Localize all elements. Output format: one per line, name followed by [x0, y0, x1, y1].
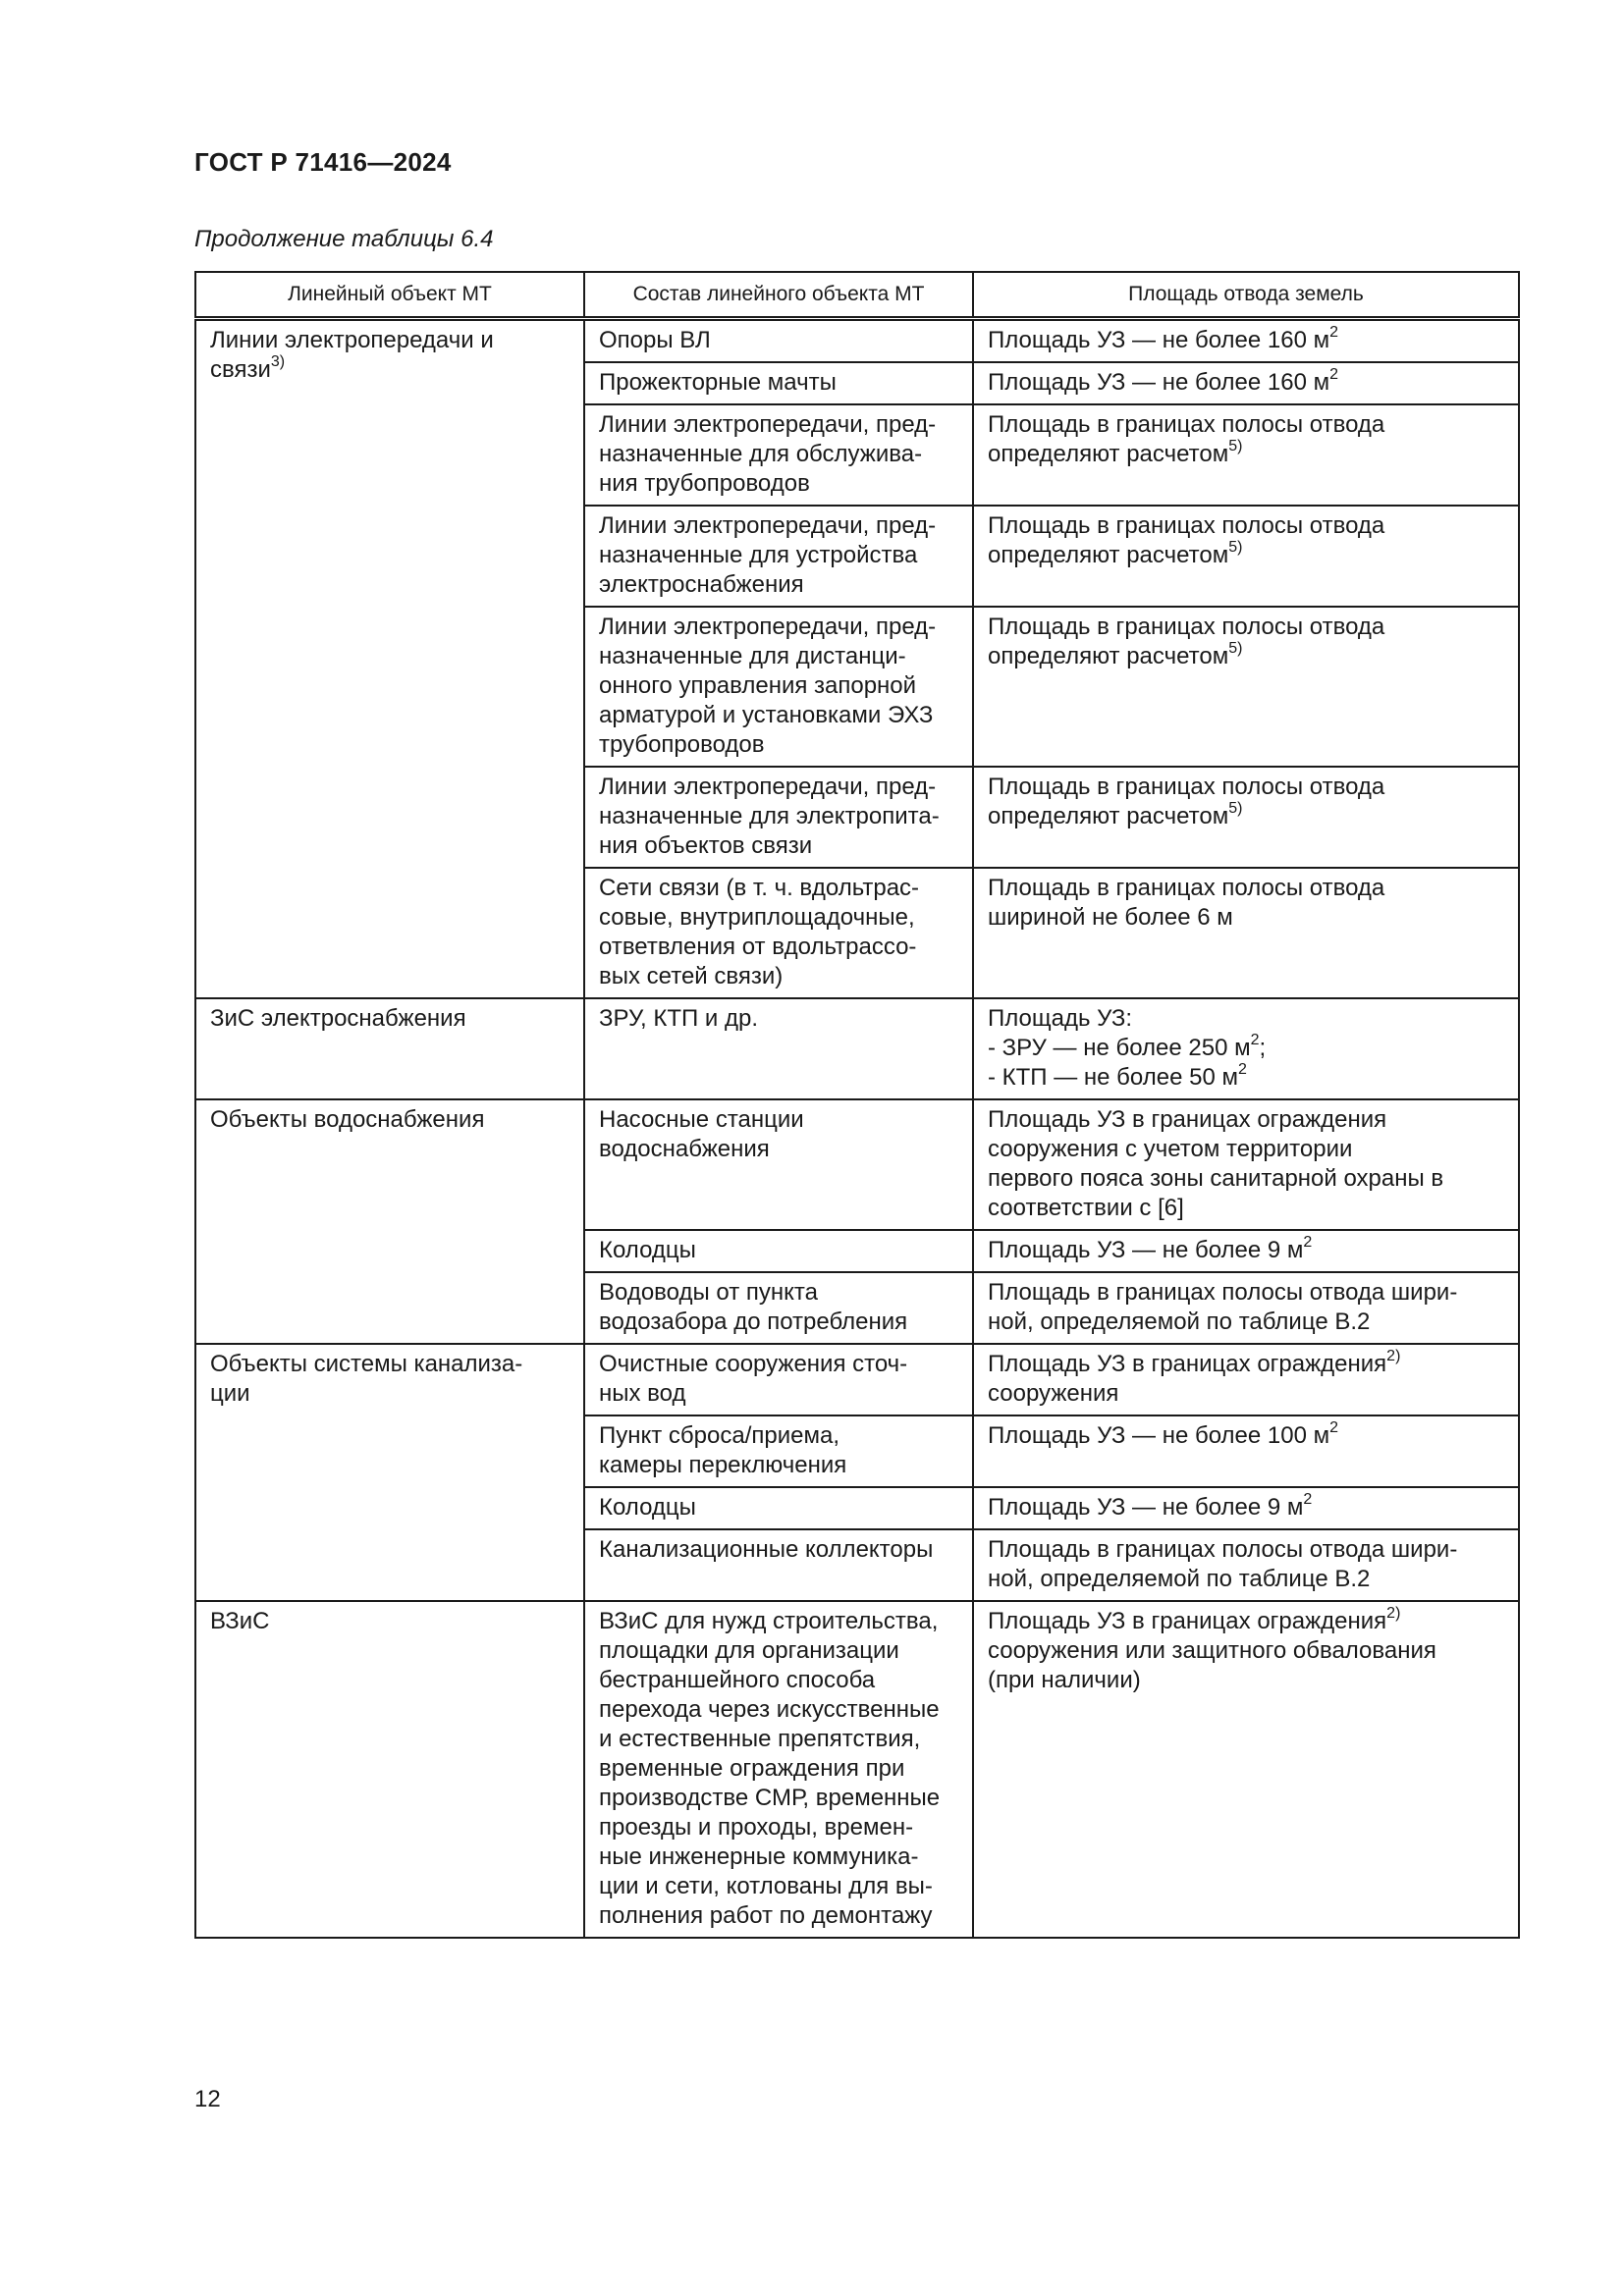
area-text: Площадь в границах полосы отвода шири- ной, определяемой по таблице В.2 [988, 1536, 1458, 1592]
area-text: Площадь УЗ — не более 160 м [988, 327, 1330, 353]
area-text: сооружения [988, 1380, 1119, 1407]
superscript: 2) [1386, 1348, 1401, 1364]
superscript: 2 [1303, 1234, 1313, 1251]
composition-cell [584, 998, 973, 1099]
composition-cell [584, 362, 973, 404]
composition-cell [584, 1487, 973, 1529]
superscript: 2 [1329, 366, 1339, 383]
table-header-row [195, 272, 1519, 319]
area-cell [973, 319, 1519, 363]
composition-cell [584, 1230, 973, 1272]
composition-text: Прожекторные мачты [599, 369, 837, 396]
object-cell [195, 1601, 584, 1938]
area-text: ; [1259, 1035, 1267, 1061]
table-row [195, 1344, 1519, 1415]
superscript: 5) [1228, 640, 1243, 657]
composition-cell [584, 1344, 973, 1415]
superscript: 5) [1228, 800, 1243, 817]
object-text: Линии электропередачи и связи [210, 327, 494, 383]
composition-text: Линии электропередачи, пред- назначенные для дистанци- онного управления запорной арматурой и установками ЭХЗ трубопроводов [599, 614, 937, 758]
object-cell [195, 1344, 584, 1601]
superscript: 2 [1237, 1061, 1247, 1078]
area-text: Площадь в границах полосы отвода шириной не более 6 м [988, 875, 1385, 931]
composition-text: Канализационные коллекторы [599, 1536, 934, 1563]
area-cell [973, 607, 1519, 767]
table-body [195, 319, 1519, 1939]
superscript: 5) [1228, 438, 1243, 454]
area-cell [973, 1529, 1519, 1601]
superscript: 2) [1386, 1605, 1401, 1622]
area-cell [973, 1344, 1519, 1415]
object-text: ЗиС электроснабжения [210, 1005, 466, 1032]
composition-text: Линии электропередачи, пред- назначенные для устройства электроснабжения [599, 512, 937, 598]
composition-cell [584, 404, 973, 506]
area-cell [973, 1230, 1519, 1272]
object-text: Объекты водоснабжения [210, 1106, 485, 1133]
object-cell [195, 1099, 584, 1344]
footnote-ref: 3) [270, 353, 286, 370]
superscript: 2 [1329, 1419, 1339, 1436]
object-cell [195, 998, 584, 1099]
superscript: 2 [1250, 1032, 1260, 1048]
column-header: Линейный объект МТ [195, 272, 584, 319]
composition-text: ВЗиС для нужд строительства, площадки для организации бестраншейного способа перехода через искусственные и естественные препятствия, временные ограждения при производстве СМР, временные проезды и проходы, времен- ные инженерные коммуника- ции и сети, котлованы для вы- полнения работ по демонтажу [599, 1608, 941, 1929]
area-cell [973, 998, 1519, 1099]
table-row [195, 998, 1519, 1099]
composition-cell [584, 767, 973, 868]
object-text: ВЗиС [210, 1608, 270, 1634]
composition-cell [584, 1272, 973, 1344]
area-cell [973, 506, 1519, 607]
table-row [195, 1099, 1519, 1230]
table-row [195, 319, 1519, 363]
area-cell [973, 1487, 1519, 1529]
composition-cell [584, 1099, 973, 1230]
area-text: Площадь в границах полосы отвода шири- ной, определяемой по таблице В.2 [988, 1279, 1458, 1335]
column-header: Площадь отвода земель [973, 272, 1519, 319]
area-cell [973, 1272, 1519, 1344]
area-cell [973, 1415, 1519, 1487]
composition-cell [584, 607, 973, 767]
area-cell [973, 404, 1519, 506]
composition-text: Сети связи (в т. ч. вдольтрас- совые, внутриплощадочные, ответвления от вдольтрассо- вых сетей связи) [599, 875, 920, 989]
area-cell [973, 868, 1519, 998]
superscript: 2 [1329, 324, 1339, 341]
area-cell [973, 1099, 1519, 1230]
superscript: 5) [1228, 539, 1243, 556]
composition-cell [584, 868, 973, 998]
area-text: Площадь УЗ в границах ограждения сооружения с учетом территории первого пояса зоны санитарной охраны в соответствии с [6] [988, 1106, 1444, 1221]
composition-text: ЗРУ, КТП и др. [599, 1005, 759, 1032]
area-cell [973, 767, 1519, 868]
area-text: сооружения или защитного обвалования (при наличии) [988, 1637, 1436, 1693]
area-text: Площадь УЗ в границах ограждения [988, 1608, 1387, 1634]
area-text: Площадь УЗ — не более 9 м [988, 1237, 1304, 1263]
area-text: - КТП — не более 50 м [988, 1064, 1238, 1091]
composition-cell [584, 1601, 973, 1938]
composition-cell [584, 1415, 973, 1487]
composition-text: Колодцы [599, 1494, 696, 1521]
composition-cell [584, 506, 973, 607]
column-header: Состав линейного объекта МТ [584, 272, 973, 319]
area-text: Площадь УЗ — не более 9 м [988, 1494, 1304, 1521]
table-caption: Продолжение таблицы 6.4 [194, 226, 494, 252]
area-text: Площадь УЗ в границах ограждения [988, 1351, 1387, 1377]
land-allocation-table [194, 271, 1520, 1939]
page-number: 12 [194, 2086, 221, 2112]
composition-cell [584, 319, 973, 363]
area-text: Площадь в границах полосы отвода определяют расчетом [988, 411, 1385, 467]
area-cell [973, 362, 1519, 404]
composition-text: Пункт сброса/приема, камеры переключения [599, 1422, 847, 1478]
area-text: - ЗРУ — не более 250 м [988, 1035, 1251, 1061]
document-code: ГОСТ Р 71416—2024 [194, 147, 452, 177]
area-line [988, 1034, 1504, 1063]
composition-text: Колодцы [599, 1237, 696, 1263]
composition-text: Опоры ВЛ [599, 327, 711, 353]
area-text: Площадь УЗ — не более 100 м [988, 1422, 1330, 1449]
composition-text: Водоводы от пункта водозабора до потребления [599, 1279, 908, 1335]
area-text: Площадь в границах полосы отвода определяют расчетом [988, 774, 1385, 829]
area-text: Площадь в границах полосы отвода определяют расчетом [988, 614, 1385, 669]
composition-text: Линии электропередачи, пред- назначенные для обслужива- ния трубопроводов [599, 411, 937, 497]
object-cell [195, 319, 584, 999]
superscript: 2 [1303, 1491, 1313, 1508]
composition-text: Очистные сооружения сточ- ных вод [599, 1351, 908, 1407]
composition-text: Насосные станции водоснабжения [599, 1106, 804, 1162]
area-cell [973, 1601, 1519, 1938]
area-line [988, 1063, 1504, 1093]
composition-cell [584, 1529, 973, 1601]
area-text: Площадь УЗ — не более 160 м [988, 369, 1330, 396]
composition-text: Линии электропередачи, пред- назначенные для электропита- ния объектов связи [599, 774, 940, 859]
object-text: Объекты системы канализа- ции [210, 1351, 523, 1407]
table-row [195, 1601, 1519, 1938]
area-text: Площадь в границах полосы отвода определяют расчетом [988, 512, 1385, 568]
area-line: Площадь УЗ: [988, 1005, 1133, 1032]
